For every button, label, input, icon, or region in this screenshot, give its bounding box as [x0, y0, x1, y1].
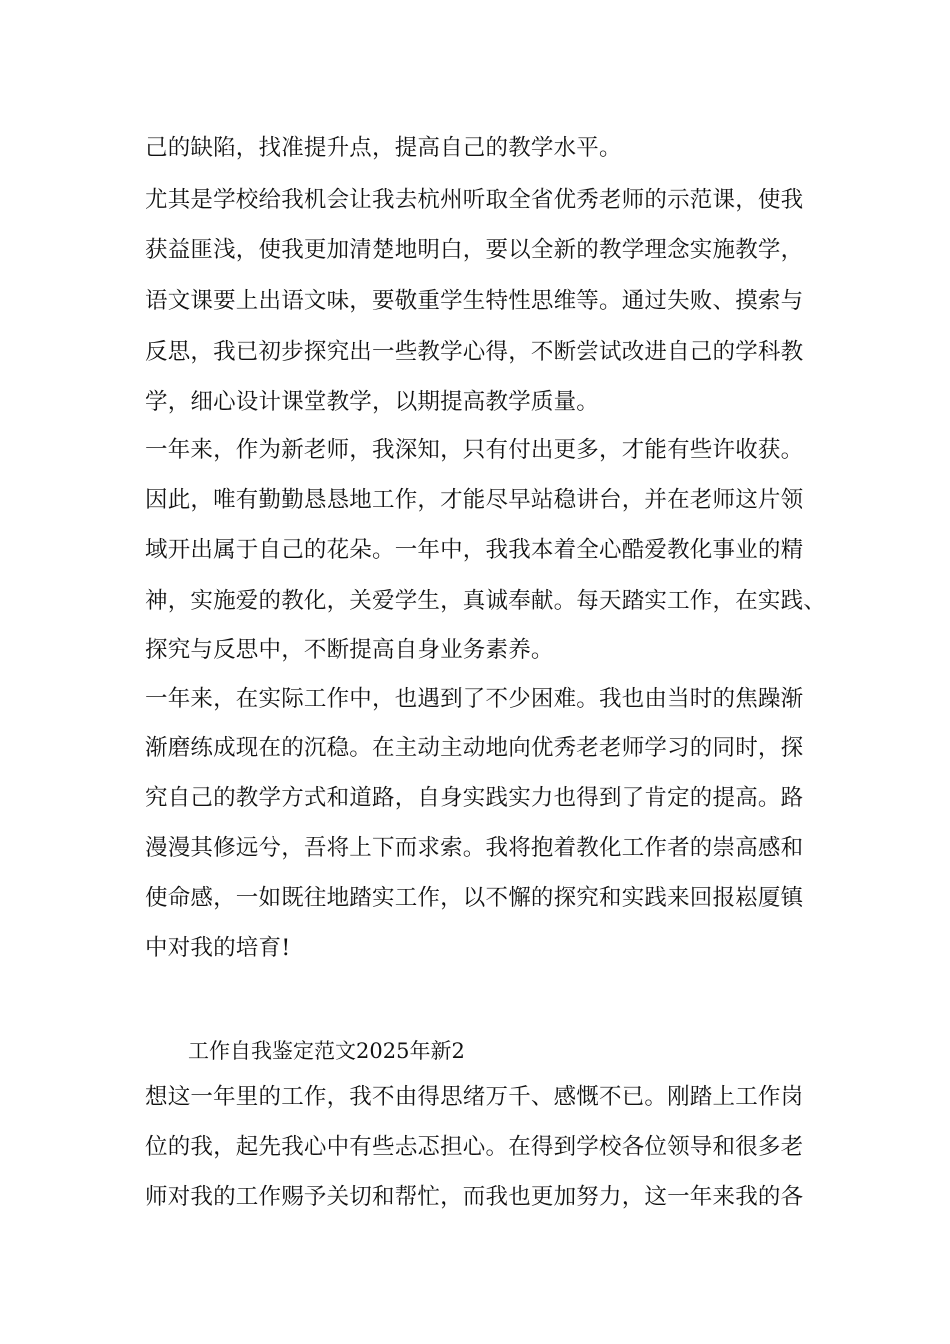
- text-line: 一年来，作为新老师，我深知，只有付出更多，才能有些许收获。: [145, 437, 804, 463]
- text-line: 己的缺陷，找准提升点，提高自己的教学水平。: [145, 135, 622, 161]
- text-line: 使命感，一如既往地踏实工作，以不懈的探究和实践来回报崧厦镇: [145, 885, 804, 911]
- text-line: 神，实施爱的教化，关爱学生，真诚奉献。每天踏实工作，在实践、: [145, 588, 827, 614]
- text-line: 尤其是学校给我机会让我去杭州听取全省优秀老师的示范课，使我: [145, 187, 804, 213]
- text-line: 中对我的培育!: [145, 935, 291, 961]
- text-line: 探究与反思中，不断提高自身业务素养。: [145, 637, 554, 663]
- text-line: 位的我，起先我心中有些忐忑担心。在得到学校各位领导和很多老: [145, 1134, 804, 1160]
- text-line: 语文课要上出语文味，要敬重学生特性思维等。通过失败、摸索与: [145, 288, 804, 314]
- text-line: 学，细心设计课堂教学，以期提高教学质量。: [145, 389, 600, 415]
- text-line: 一年来，在实际工作中，也遇到了不少困难。我也由当时的焦躁渐: [145, 686, 804, 712]
- text-line: 获益匪浅，使我更加清楚地明白，要以全新的教学理念实施教学，: [145, 237, 804, 263]
- text-line: 究自己的教学方式和道路，自身实践实力也得到了肯定的提高。路: [145, 785, 804, 811]
- text-line: 渐磨练成现在的沉稳。在主动主动地向优秀老老师学习的同时，探: [145, 735, 804, 761]
- section-heading: 工作自我鉴定范文2025年新2: [188, 1039, 465, 1063]
- text-line: 因此，唯有勤勤恳恳地工作，才能尽早站稳讲台，并在老师这片领: [145, 487, 804, 513]
- text-line: 想这一年里的工作，我不由得思绪万千、感慨不已。刚踏上工作岗: [145, 1084, 804, 1110]
- text-line: 漫漫其修远兮，吾将上下而求索。我将抱着教化工作者的崇高感和: [145, 835, 804, 861]
- text-line: 域开出属于自己的花朵。一年中，我我本着全心酷爱教化事业的精: [145, 537, 804, 563]
- text-line: 师对我的工作赐予关切和帮忙，而我也更加努力，这一年来我的各: [145, 1184, 804, 1210]
- text-line: 反思，我已初步探究出一些教学心得，不断尝试改进自己的学科教: [145, 339, 804, 365]
